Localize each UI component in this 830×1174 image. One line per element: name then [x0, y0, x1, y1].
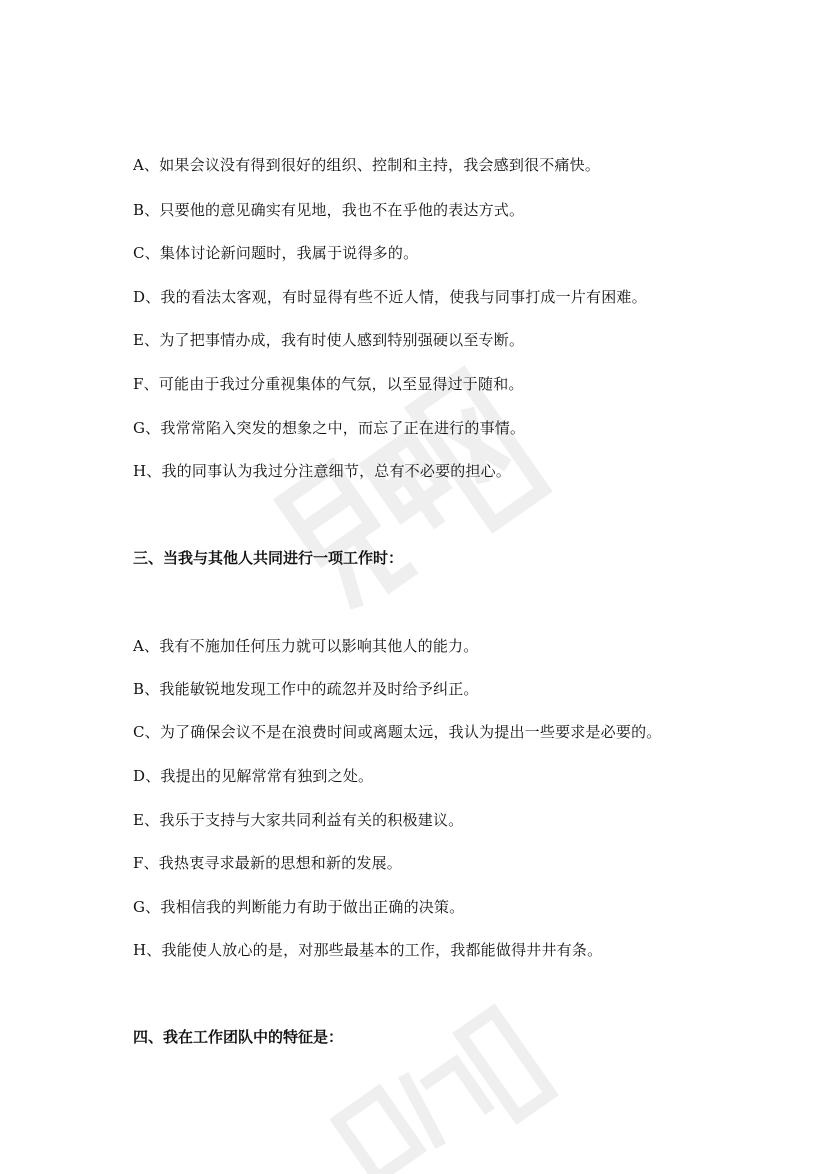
option-g: G、我常常陷入突发的想象之中，而忘了正在进行的事情。	[133, 419, 526, 437]
section-heading-four: 四、我在工作团队中的特征是：	[133, 1028, 344, 1046]
option-c: C、为了确保会议不是在浪费时间或离题太远，我认为提出一些要求是必要的。	[133, 723, 662, 741]
option-a: A、我有不施加任何压力就可以影响其他人的能力。	[133, 637, 479, 655]
watermark-icon	[310, 990, 571, 1174]
option-c: C、集体讨论新问题时，我属于说得多的。	[133, 244, 419, 262]
option-e: E、我乐于支持与大家共同利益有关的积极建议。	[133, 811, 464, 829]
option-a: A、如果会议没有得到很好的组织、控制和主持，我会感到很不痛快。	[133, 156, 601, 174]
option-f: F、我热衷寻求最新的思想和新的发展。	[133, 854, 403, 872]
option-h: H、我的同事认为我过分注意细节，总有不必要的担心。	[133, 462, 512, 480]
option-d: D、我提出的见解常常有独到之处。	[133, 767, 374, 785]
option-d: D、我的看法太客观，有时显得有些不近人情，使我与同事打成一片有困难。	[133, 288, 647, 306]
option-b: B、我能敏锐地发现工作中的疏忽并及时给予纠正。	[133, 680, 479, 698]
option-e: E、为了把事情办成，我有时使人感到特别强硬以至专断。	[133, 331, 525, 349]
section-heading-three: 三、当我与其他人共同进行一项工作时：	[133, 549, 404, 567]
option-b: B、只要他的意见确实有见地，我也不在乎他的表达方式。	[133, 201, 525, 219]
option-g: G、我相信我的判断能力有助于做出正确的决策。	[133, 898, 465, 916]
option-f: F、可能由于我过分重视集体的气氛，以至显得过于随和。	[133, 375, 524, 393]
option-h: H、我能使人放心的是，对那些最基本的工作，我都能做得井井有条。	[133, 941, 603, 959]
